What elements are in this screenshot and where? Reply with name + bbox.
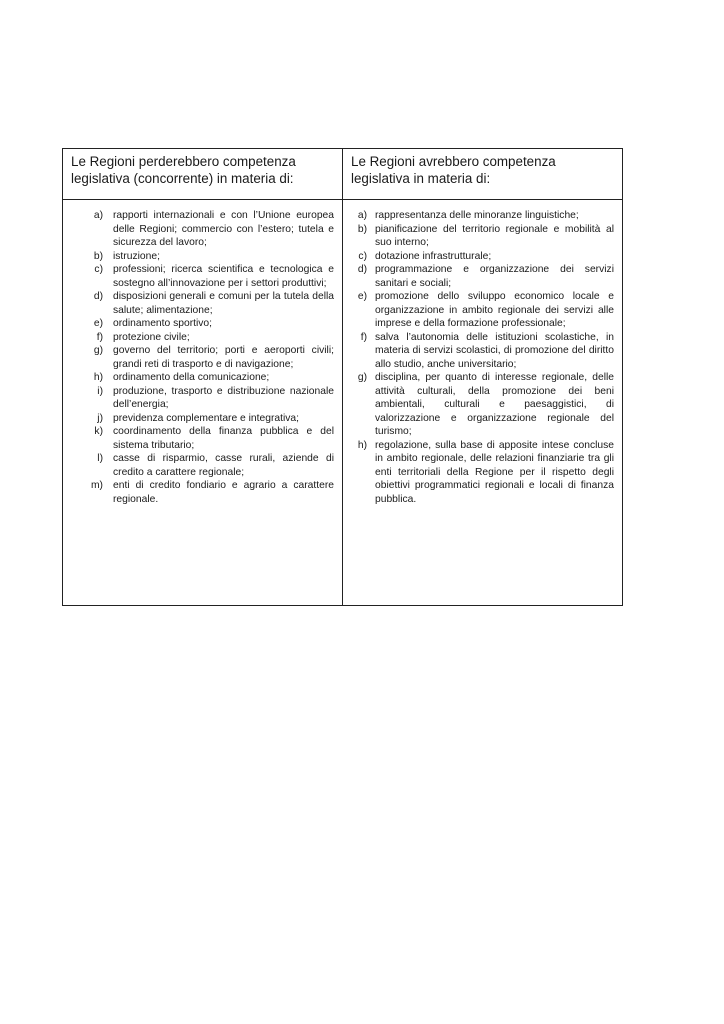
list-item-text: previdenza complementare e integrativa;	[113, 412, 300, 424]
list-item-text: regolazione, sulla base di apposite intese concluse in ambito regionale, delle relazioni finanziarie tra gli enti territoriali della Regione per il rispetto degli obiettivi programmatici regionali e locali di finanza pubblica.	[375, 439, 614, 505]
list-item-marker: i)	[97, 385, 103, 397]
list-item-text: dotazione infrastrutturale;	[375, 250, 492, 262]
list-item	[69, 479, 334, 506]
list-item-marker: a)	[93, 210, 103, 221]
list-item-text: ordinamento della comunicazione;	[113, 372, 270, 383]
list-item	[349, 331, 614, 372]
list-item-text: pianificazione del territorio regionale e mobilità al suo interno;	[375, 223, 614, 248]
list-item-text: protezione civile;	[113, 331, 190, 343]
list-item	[69, 290, 334, 317]
list-item-text: istruzione;	[113, 250, 160, 262]
list-item	[69, 385, 334, 412]
list-item-marker: b)	[357, 223, 367, 235]
comparison-table	[62, 148, 623, 606]
left-list	[69, 209, 334, 506]
list-item-marker: e)	[357, 291, 367, 302]
list-item	[69, 209, 334, 250]
right-header-cell: Le Regioni avrebbero competenza legislativa in materia di:	[351, 154, 556, 186]
right-list-cell	[343, 200, 622, 605]
list-item	[69, 425, 334, 452]
list-item-marker: k)	[94, 426, 103, 437]
list-item-marker: h)	[93, 372, 103, 383]
list-item-marker: g)	[93, 345, 103, 356]
list-item-text: governo del territorio; porti e aeroporti civili; grandi reti di trasporto e di navigazione;	[113, 345, 334, 370]
list-item-marker: g)	[357, 372, 367, 383]
list-item-marker: b)	[93, 250, 103, 262]
list-item-marker: f)	[360, 331, 367, 343]
list-item	[69, 452, 334, 479]
list-item-marker: l)	[97, 453, 103, 464]
table-body-row	[63, 200, 622, 605]
list-item-marker: c)	[94, 264, 103, 275]
list-item-marker: j)	[97, 412, 103, 424]
right-list	[349, 209, 614, 506]
list-item-text: rapporti internazionali e con l’Unione europea delle Regioni; commercio con l’estero; tutela e sicurezza del lavoro;	[113, 210, 334, 248]
list-item-marker: a)	[357, 210, 367, 221]
list-item	[69, 263, 334, 290]
list-item	[349, 250, 614, 264]
list-item	[349, 371, 614, 439]
list-item	[69, 317, 334, 331]
list-item-marker: c)	[358, 250, 367, 262]
list-item-text: ordinamento sportivo;	[113, 318, 213, 329]
list-item-text: enti di credito fondiario e agrario a carattere regionale.	[113, 480, 334, 505]
list-item-text: disciplina, per quanto di interesse regionale, delle attività culturali, della promozione dei beni ambientali, culturali e paesaggistici, di valorizzazione e organizzazione regionale del turismo;	[375, 372, 614, 437]
list-item-text: programmazione e organizzazione dei servizi sanitari e sociali;	[375, 264, 614, 289]
left-list-cell	[63, 200, 343, 605]
list-item-text: disposizioni generali e comuni per la tutela della salute; alimentazione;	[113, 291, 334, 316]
list-item-marker: d)	[93, 291, 103, 302]
list-item-marker: e)	[93, 318, 103, 329]
table-header-row	[63, 149, 622, 200]
left-header-cell: Le Regioni perderebbero competenza legislativa (concorrente) in materia di:	[63, 149, 343, 199]
list-item	[69, 250, 334, 264]
list-item-marker: f)	[96, 331, 103, 343]
list-item-text: coordinamento della finanza pubblica e del sistema tributario;	[113, 426, 334, 451]
list-item-text: rappresentanza delle minoranze linguistiche;	[375, 210, 579, 221]
list-item-marker: d)	[357, 264, 367, 275]
list-item-marker: h)	[357, 439, 367, 451]
list-item-text: promozione dello sviluppo economico locale e organizzazione in ambito regionale dei servizi alle imprese e della formazione professionale;	[375, 291, 614, 329]
list-item	[349, 223, 614, 250]
list-item-text: salva l’autonomia delle istituzioni scolastiche, in materia di servizi scolastici, di promozione del diritto allo studio, anche universitario;	[375, 331, 614, 370]
list-item-text: casse di risparmio, casse rurali, aziende di credito a carattere regionale;	[113, 453, 334, 478]
list-item	[349, 439, 614, 507]
list-item	[69, 331, 334, 345]
list-item	[69, 344, 334, 371]
list-item	[349, 209, 614, 223]
list-item	[349, 290, 614, 331]
list-item	[69, 412, 334, 426]
list-item-text: professioni; ricerca scientifica e tecnologica e sostegno all’innovazione per i settori produttivi;	[113, 264, 334, 289]
list-item-text: produzione, trasporto e distribuzione nazionale dell’energia;	[113, 385, 334, 410]
list-item	[349, 263, 614, 290]
list-item	[69, 371, 334, 385]
list-item-marker: m)	[90, 480, 103, 491]
